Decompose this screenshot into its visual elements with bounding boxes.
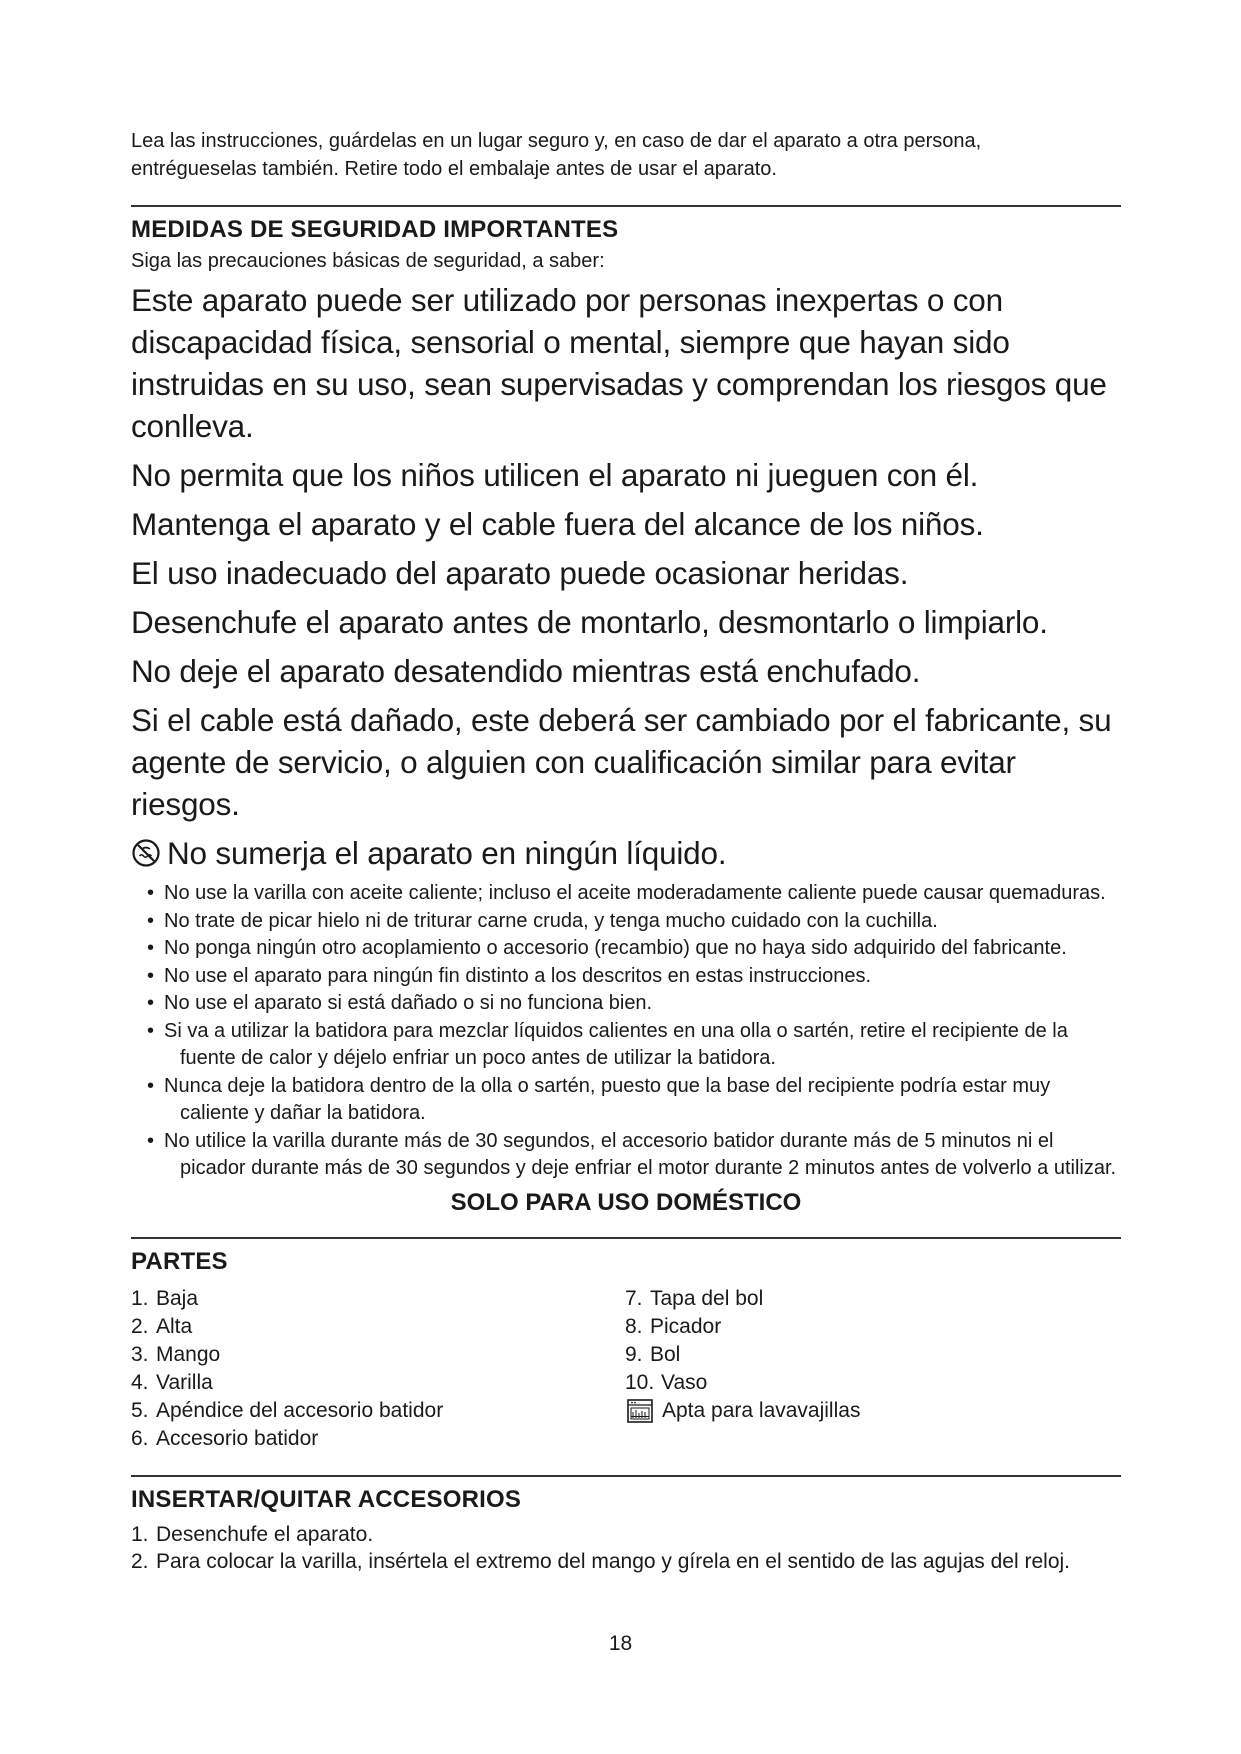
warning-item: No permita que los niños utilicen el aparato ni jueguen con él. [131, 457, 979, 493]
item-label: Baja [156, 1286, 199, 1310]
warning-item: Este aparato puede ser utilizado por personas inexpertas o con discapacidad física, sensorial o mental, siempre que hayan sido instruidas en su uso, sean supervisadas y comprendan los riesgos que conlleva. [131, 282, 1107, 444]
safety-subheading: Siga las precauciones básicas de seguridad, a saber: [131, 250, 605, 272]
step-number: 1. [131, 1522, 149, 1546]
warning-item: Mantenga el aparato y el cable fuera del alcance de los niños. [131, 506, 984, 542]
parts-heading: PARTES [131, 1247, 228, 1275]
page-number: 18 [608, 1632, 633, 1655]
item-label: Apéndice del accesorio batidor [156, 1398, 444, 1422]
manual-page [131, 127, 1121, 1575]
dishwasher-icon [627, 1399, 653, 1423]
item-label: Mango [156, 1342, 221, 1366]
step-text: Desenchufe el aparato. [156, 1522, 374, 1546]
list-item [131, 1397, 625, 1425]
parts-column-left [131, 1285, 625, 1453]
intro-text [131, 127, 1121, 183]
list-item [625, 1341, 860, 1369]
warning-item: El uso inadecuado del aparato puede ocasionar heridas. [131, 555, 909, 591]
item-number: 10. [625, 1370, 655, 1394]
item-label: Tapa del bol [650, 1286, 764, 1310]
section-divider [131, 1237, 1121, 1239]
list-item: • No trate de picar hielo ni de triturar carne cruda, y tenga mucho cuidado con la cuchilla. [131, 908, 1121, 936]
parts-list [131, 1285, 1121, 1453]
no-immerse-icon [131, 838, 161, 868]
item-label: Alta [156, 1314, 193, 1338]
item-number: 1. [131, 1286, 149, 1310]
item-label: Vaso [661, 1370, 708, 1394]
item-number: 3. [131, 1342, 149, 1366]
list-item: • No ponga ningún otro acoplamiento o accesorio (recambio) que no haya sido adquirido del fabricante. [131, 935, 1121, 963]
warning-item: No deje el aparato desatendido mientras está enchufado. [131, 653, 921, 689]
accessories-steps [131, 1521, 1121, 1575]
item-number: 7. [625, 1286, 643, 1310]
warning-item: Si el cable está dañado, este deberá ser cambiado por el fabricante, su agente de servicio, o alguien con cualificación similar para evitar riesgos. [131, 702, 1112, 822]
step-number: 2. [131, 1549, 149, 1573]
list-item [131, 1369, 625, 1397]
item-number: 8. [625, 1314, 643, 1338]
accessories-heading: INSERTAR/QUITAR ACCESORIOS [131, 1485, 522, 1513]
section-divider [131, 1475, 1121, 1477]
list-item [131, 1425, 625, 1453]
safety-bullet-list [131, 880, 1121, 1183]
step-text: Para colocar la varilla, insértela el extremo del mango y gírela en el sentido de las agujas del reloj. [156, 1549, 1070, 1573]
list-item [625, 1369, 860, 1397]
dishwasher-label: Apta para lavavajillas [662, 1398, 861, 1422]
item-label: Accesorio batidor [156, 1426, 319, 1450]
item-number: 2. [131, 1314, 149, 1338]
list-item: • Si va a utilizar la batidora para mezclar líquidos calientes en una olla o sartén, retire el recipiente de la fuente de calor y déjelo enfriar un poco antes de utilizar la batidora. [131, 1018, 1121, 1073]
domestic-use-notice: SOLO PARA USO DOMÉSTICO [450, 1188, 802, 1216]
warning-item-no-immerse [131, 832, 1121, 874]
list-item [131, 1313, 625, 1341]
warning-no-immerse-text: No sumerja el aparato en ningún líquido. [167, 835, 727, 871]
list-item [131, 1285, 625, 1313]
list-item: • No use el aparato si está dañado o si no funciona bien. [131, 990, 1121, 1018]
list-item [131, 1341, 625, 1369]
list-item: • No use la varilla con aceite caliente; incluso el aceite moderadamente caliente puede causar quemaduras. [131, 880, 1121, 908]
item-label: Varilla [156, 1370, 213, 1394]
list-item [625, 1285, 860, 1313]
item-label: Picador [650, 1314, 722, 1338]
section-divider [131, 205, 1121, 207]
warning-item: Desenchufe el aparato antes de montarlo, desmontarlo o limpiarlo. [131, 604, 1048, 640]
list-item [131, 1521, 1121, 1548]
parts-column-right [625, 1285, 860, 1453]
item-number: 5. [131, 1398, 149, 1422]
item-number: 9. [625, 1342, 643, 1366]
list-item [131, 1548, 1121, 1575]
safety-heading: MEDIDAS DE SEGURIDAD IMPORTANTES [131, 216, 619, 243]
item-number: 4. [131, 1370, 149, 1394]
list-item: • Nunca deje la batidora dentro de la olla o sartén, puesto que la base del recipiente podría estar muy caliente y dañar la batidora. [131, 1073, 1121, 1128]
list-item [625, 1313, 860, 1341]
item-label: Bol [650, 1342, 681, 1366]
intro-line-1: Lea las instrucciones, guárdelas en un lugar seguro y, en caso de dar el aparato a otra persona, [131, 130, 982, 152]
item-number: 6. [131, 1426, 149, 1450]
list-item: • No use el aparato para ningún fin distinto a los descritos en estas instrucciones. [131, 963, 1121, 991]
intro-line-2: entrégueselas también. Retire todo el embalaje antes de usar el aparato. [131, 158, 777, 180]
dishwasher-safe-note [625, 1397, 860, 1425]
list-item: • No utilice la varilla durante más de 30 segundos, el accesorio batidor durante más de 5 minutos ni el picador durante más de 30 segundos y deje enfriar el motor durante 2 minutos antes de volverlo a utilizar. [131, 1128, 1121, 1183]
